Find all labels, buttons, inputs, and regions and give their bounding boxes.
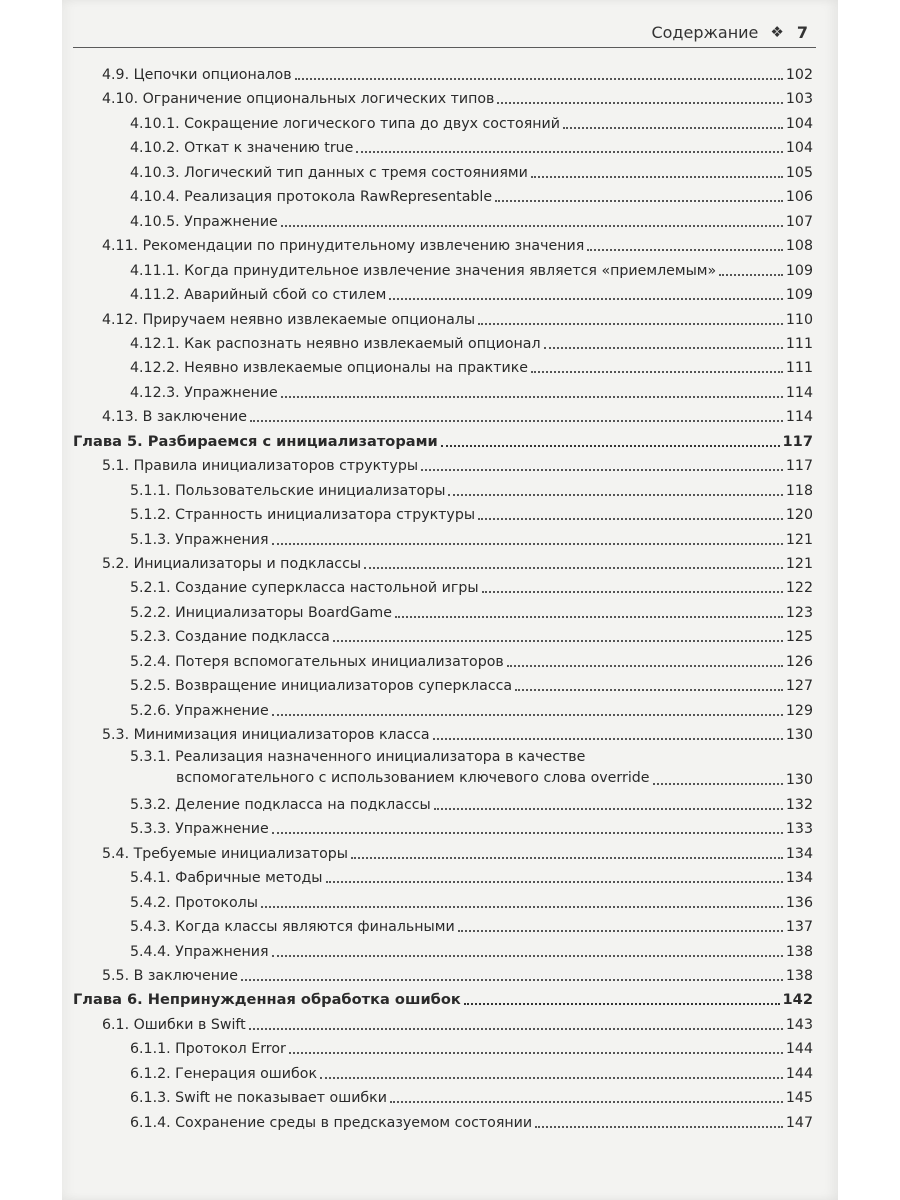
toc-entry (102, 839, 813, 863)
toc-chapter-entry (73, 985, 813, 1009)
toc-entry (130, 378, 813, 402)
toc-page-number: 134 (785, 845, 813, 862)
toc-entry (130, 353, 813, 377)
toc-page-number: 121 (785, 531, 813, 548)
toc-page-number: 111 (785, 360, 813, 377)
header-divider (73, 47, 816, 48)
toc-entry (130, 133, 813, 157)
toc-entry (130, 182, 813, 206)
dot-leader (289, 1052, 783, 1054)
toc-entry (102, 961, 813, 985)
dot-leader (295, 78, 783, 80)
dot-leader (281, 225, 783, 227)
dot-leader (458, 930, 783, 932)
toc-entry (130, 256, 813, 280)
toc-entry-title: 4.10.5. Упражнение (130, 213, 278, 230)
dot-leader (356, 151, 783, 153)
dot-leader (364, 567, 783, 569)
toc-entry-title: 5.2.5. Возвращение инициализаторов суперкласса (130, 678, 513, 695)
toc-entry (130, 1059, 813, 1083)
dot-leader (241, 979, 783, 981)
dot-leader (351, 857, 783, 859)
toc-entry-title: 5.1.2. Странность инициализатора структуры (130, 507, 476, 524)
toc-entry (130, 525, 813, 549)
toc-page-number: 104 (785, 115, 813, 132)
toc-page-number: 114 (785, 384, 813, 401)
toc-page-number: 133 (785, 821, 813, 838)
toc-page-number: 109 (785, 262, 813, 279)
dot-leader (563, 127, 783, 129)
toc-entry-title: 5.1.1. Пользовательские инициализаторы (130, 482, 446, 499)
toc-page-number: 109 (785, 287, 813, 304)
toc-page-number: 125 (785, 629, 813, 646)
toc-entry-title: 6.1.2. Генерация ошибок (130, 1065, 318, 1082)
dot-leader (464, 1003, 780, 1005)
toc-page-number: 123 (785, 604, 813, 621)
toc-entry-title-line2: вспомогательного с использованием ключевого слова override (176, 769, 650, 786)
toc-entry (130, 573, 813, 597)
toc-entry-title (130, 747, 650, 789)
dot-leader (272, 543, 783, 545)
toc-entry-title: 4.9. Цепочки опционалов (102, 67, 292, 83)
header-page-number: 7 (796, 22, 808, 42)
toc-page-number: 142 (782, 991, 813, 1009)
toc-page-number: 130 (785, 771, 813, 788)
toc-entry (130, 622, 813, 646)
toc-entry-title: 5.1.3. Упражнения (130, 531, 269, 548)
dot-leader (535, 1126, 783, 1128)
toc-entry (130, 647, 813, 671)
toc-entry (102, 402, 813, 426)
toc-entry-title: 5.3.3. Упражнение (130, 821, 269, 838)
toc-page-number: 105 (785, 164, 813, 181)
toc-entry-title: 5.4.1. Фабричные методы (130, 870, 323, 887)
dot-leader (653, 783, 783, 785)
toc-entry-title: 4.10.1. Сокращение логического типа до двух состояний (130, 115, 560, 132)
toc-entry-title: 6.1.1. Протокол Error (130, 1041, 286, 1058)
dot-leader (272, 714, 783, 716)
toc-page-number: 102 (785, 67, 813, 83)
toc-entry-title: Глава 5. Разбираемся с инициализаторами (73, 432, 438, 450)
toc-entry-title: 5.1. Правила инициализаторов структуры (102, 458, 419, 475)
toc-entry (130, 1034, 813, 1058)
toc-entry-title: 5.2.1. Создание суперкласса настольной игры (130, 580, 479, 597)
toc-entry-title: 5.2.2. Инициализаторы BoardGame (130, 604, 392, 621)
toc-chapter-entry (73, 427, 813, 451)
toc-entry (130, 598, 813, 622)
dot-leader (390, 1101, 783, 1103)
toc-page-number: 143 (785, 1016, 813, 1033)
toc-entry (130, 158, 813, 182)
dot-leader (478, 323, 783, 325)
toc-page-number: 129 (785, 702, 813, 719)
toc-entry-title-line1: 5.3.1. Реализация назначенного инициализатора в качестве (130, 748, 586, 765)
toc-entry (130, 1108, 813, 1132)
ornament-icon: ❖ (770, 23, 784, 41)
toc-entry (130, 207, 813, 231)
toc-entry (102, 305, 813, 329)
dot-leader (531, 371, 783, 373)
dot-leader (261, 906, 783, 908)
toc-page-number: 145 (785, 1090, 813, 1107)
toc-entry-title: 4.13. В заключение (102, 409, 248, 426)
toc-entry (102, 1010, 813, 1034)
toc-page-number: 107 (785, 213, 813, 230)
toc-entry (130, 329, 813, 353)
toc-entry-title: 4.11.1. Когда принудительное извлечение значения является «приемлемым» (130, 262, 717, 279)
dot-leader (250, 420, 783, 422)
toc-entry-title: 5.4.4. Упражнения (130, 943, 269, 960)
toc-page-number: 136 (785, 894, 813, 911)
toc-entry-title: 5.5. В заключение (102, 967, 238, 984)
toc-page-number: 132 (785, 796, 813, 813)
toc-entry-title: 5.4. Требуемые инициализаторы (102, 845, 348, 862)
toc-page-number: 144 (785, 1041, 813, 1058)
toc-page-number: 144 (785, 1065, 813, 1082)
toc-entry (130, 937, 813, 961)
toc-entry (130, 280, 813, 304)
toc-entry-title: 6.1.4. Сохранение среды в предсказуемом состоянии (130, 1114, 533, 1131)
toc-entry (130, 500, 813, 524)
dot-leader (433, 738, 783, 740)
toc-entry (102, 60, 813, 84)
toc-entry-title: 4.10.3. Логический тип данных с тремя состояниями (130, 164, 528, 181)
toc-page-number: 108 (785, 238, 813, 255)
toc-entry-title: 5.3.2. Деление подкласса на подклассы (130, 796, 431, 813)
toc-entry (130, 745, 813, 789)
toc-page-number: 104 (785, 140, 813, 157)
toc-entry-title: 4.12.2. Неявно извлекаемые опционалы на практике (130, 360, 529, 377)
toc-page-number: 137 (785, 919, 813, 936)
running-header (651, 20, 808, 44)
toc-entry-title: 4.11.2. Аварийный сбой со стилем (130, 287, 387, 304)
toc-page-number: 134 (785, 870, 813, 887)
toc-entry (130, 790, 813, 814)
toc-entry (102, 231, 813, 255)
toc-entry-title: 6.1.3. Swift не показывает ошибки (130, 1090, 387, 1107)
dot-leader (719, 274, 783, 276)
toc-entry (130, 814, 813, 838)
dot-leader (272, 832, 783, 834)
toc-entry-title: 5.4.3. Когда классы являются финальными (130, 919, 455, 936)
dot-leader (389, 298, 783, 300)
toc-entry-title: 5.2.4. Потеря вспомогательных инициализаторов (130, 653, 504, 670)
dot-leader (507, 665, 783, 667)
dot-leader (441, 445, 780, 447)
toc-page-number: 130 (785, 727, 813, 744)
toc-entry (130, 696, 813, 720)
dot-leader (281, 396, 783, 398)
toc-page-number: 127 (785, 678, 813, 695)
toc-entry-title: 4.10.2. Откат к значению true (130, 140, 354, 157)
toc-page-number: 122 (785, 580, 813, 597)
dot-leader (515, 689, 783, 691)
toc-page-number: 117 (782, 432, 813, 450)
toc-page-number: 106 (785, 189, 813, 206)
toc-entry-title: Глава 6. Непринужденная обработка ошибок (73, 991, 461, 1009)
dot-leader (333, 640, 783, 642)
dot-leader (544, 347, 783, 349)
toc-page-number: 147 (785, 1114, 813, 1131)
toc-entry-title: 5.2.6. Упражнение (130, 702, 269, 719)
toc-page-number: 138 (785, 943, 813, 960)
toc-page-number: 126 (785, 653, 813, 670)
dot-leader (326, 881, 783, 883)
toc-entry-title: 6.1. Ошибки в Swift (102, 1016, 246, 1033)
toc-entry-title: 4.10.4. Реализация протокола RawRepresentable (130, 189, 493, 206)
dot-leader (482, 591, 783, 593)
toc-entry (130, 476, 813, 500)
toc-page-number: 121 (785, 556, 813, 572)
dot-leader (497, 102, 783, 104)
dot-leader (320, 1077, 783, 1079)
dot-leader (587, 249, 783, 251)
book-page (62, 0, 838, 1200)
toc-entry-title: 5.2.3. Создание подкласса (130, 629, 330, 646)
toc-entry (130, 912, 813, 936)
toc-page-number: 110 (785, 311, 813, 328)
toc-entry-title: 4.12. Приручаем неявно извлекаемые опционалы (102, 311, 476, 328)
dot-leader (434, 808, 783, 810)
dot-leader (249, 1028, 783, 1030)
toc-entry-title: 5.4.2. Протоколы (130, 894, 258, 911)
header-section-title: Содержание (651, 22, 759, 42)
dot-leader (421, 469, 783, 471)
toc-entry (102, 549, 813, 573)
toc-entry-title: 5.3. Минимизация инициализаторов класса (102, 727, 430, 744)
toc-entry (102, 720, 813, 744)
toc-page-number: 120 (785, 507, 813, 524)
toc-entry (130, 109, 813, 133)
toc-entry (102, 84, 813, 108)
toc-entry-title: 4.10. Ограничение опциональных логических типов (102, 91, 495, 108)
dot-leader (531, 176, 783, 178)
toc-entry (102, 451, 813, 475)
toc-page-number: 138 (785, 967, 813, 984)
toc-page-number: 103 (785, 91, 813, 108)
toc-page-number: 118 (785, 482, 813, 499)
toc-entry-title: 4.11. Рекомендации по принудительному извлечению значения (102, 238, 585, 255)
dot-leader (448, 494, 783, 496)
toc-entry-title: 4.12.1. Как распознать неявно извлекаемый опционал (130, 335, 541, 352)
dot-leader (272, 955, 783, 957)
dot-leader (395, 616, 783, 618)
dot-leader (495, 200, 783, 202)
toc-page-number: 111 (785, 335, 813, 352)
toc-page-number: 114 (785, 409, 813, 426)
toc-entry (130, 671, 813, 695)
toc-entry (130, 888, 813, 912)
dot-leader (478, 518, 783, 520)
toc-entry (130, 1083, 813, 1107)
toc-entry-title: 5.2. Инициализаторы и подклассы (102, 556, 362, 572)
toc-page-number: 117 (785, 458, 813, 475)
toc-entry (130, 863, 813, 887)
toc-entry-title: 4.12.3. Упражнение (130, 384, 278, 401)
